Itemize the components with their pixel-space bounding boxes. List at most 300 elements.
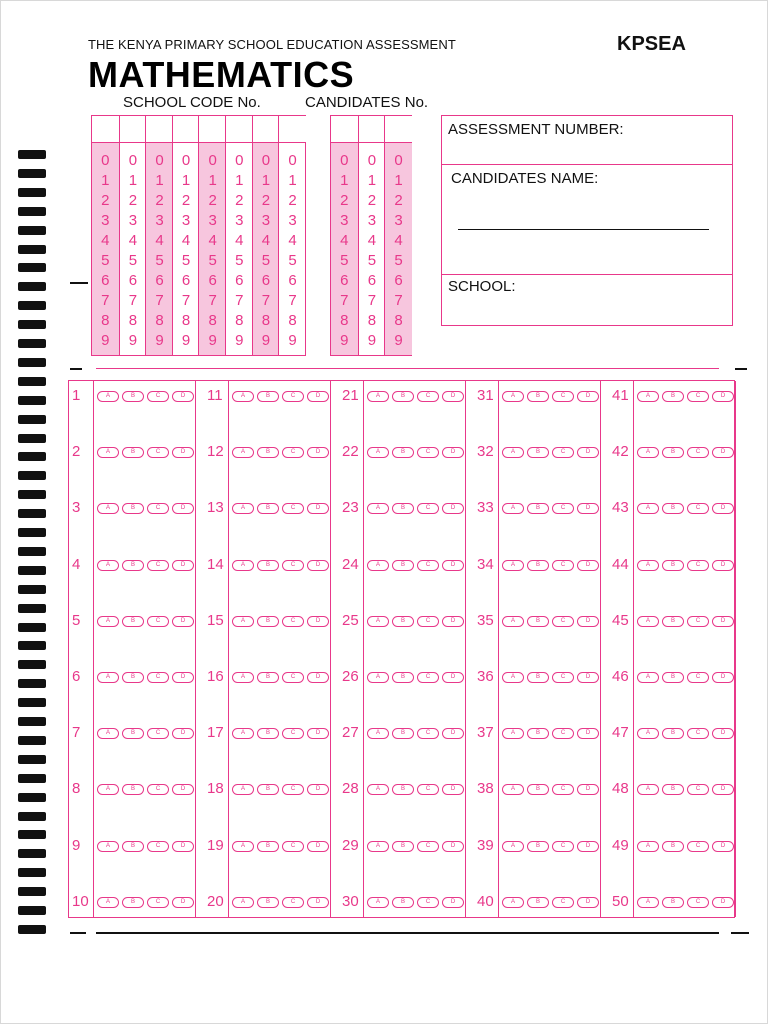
school-code-digit-bubble[interactable]: 6 — [261, 272, 271, 289]
candidate-no-digit-bubble[interactable]: 7 — [340, 292, 349, 309]
school-code-digit-bubble[interactable]: 7 — [128, 292, 138, 309]
answer-bubble[interactable]: D — [307, 841, 329, 852]
school-code-digit-bubble[interactable]: 2 — [261, 192, 271, 209]
school-code-digit-bubble[interactable]: 0 — [101, 152, 110, 169]
answer-bubble[interactable]: A — [637, 784, 659, 795]
answer-bubble[interactable]: A — [232, 503, 254, 514]
answer-bubble[interactable]: B — [392, 616, 414, 627]
answer-bubble[interactable]: B — [257, 560, 279, 571]
answer-bubble[interactable]: A — [367, 503, 389, 514]
answer-bubble[interactable]: C — [552, 728, 574, 739]
answer-bubble[interactable]: C — [552, 560, 574, 571]
candidate-no-entry-box[interactable] — [331, 116, 358, 143]
school-code-digit-bubble[interactable]: 6 — [235, 272, 244, 289]
school-code-digit-bubble[interactable]: 5 — [288, 252, 297, 269]
candidate-no-digit-bubble[interactable]: 1 — [340, 172, 349, 189]
school-code-entry-box[interactable] — [173, 116, 200, 143]
answer-bubble[interactable]: A — [367, 672, 389, 683]
answer-bubble[interactable]: A — [232, 728, 254, 739]
school-code-digit-bubble[interactable]: 3 — [208, 212, 217, 229]
candidate-no-digit-bubble[interactable]: 4 — [367, 232, 377, 249]
school-code-digit-bubble[interactable]: 7 — [181, 292, 191, 309]
school-code-digit-bubble[interactable]: 4 — [208, 232, 217, 249]
answer-bubble[interactable]: D — [442, 897, 464, 908]
answer-bubble[interactable]: A — [502, 391, 524, 402]
answer-bubble[interactable]: C — [147, 503, 169, 514]
answer-bubble[interactable]: A — [367, 391, 389, 402]
candidate-no-digit-bubble[interactable]: 8 — [340, 312, 349, 329]
school-code-digit-bubble[interactable]: 6 — [101, 272, 110, 289]
candidate-no-digit-bubble[interactable]: 2 — [394, 192, 403, 209]
answer-bubble[interactable]: A — [232, 616, 254, 627]
answer-bubble[interactable]: D — [172, 503, 194, 514]
answer-bubble[interactable]: B — [662, 897, 684, 908]
answer-bubble[interactable]: D — [307, 447, 329, 458]
answer-bubble[interactable]: D — [442, 672, 464, 683]
answer-bubble[interactable]: D — [172, 616, 194, 627]
answer-bubble[interactable]: C — [282, 672, 304, 683]
answer-bubble[interactable]: A — [97, 616, 119, 627]
answer-bubble[interactable]: C — [417, 841, 439, 852]
answer-bubble[interactable]: A — [502, 841, 524, 852]
candidate-no-entry-box[interactable] — [385, 116, 412, 143]
school-code-digit-bubble[interactable]: 1 — [261, 172, 271, 189]
answer-bubble[interactable]: B — [257, 616, 279, 627]
school-code-digit-bubble[interactable]: 9 — [288, 332, 297, 349]
school-code-digit-bubble[interactable]: 8 — [155, 312, 164, 329]
answer-bubble[interactable]: B — [257, 728, 279, 739]
answer-bubble[interactable]: C — [282, 447, 304, 458]
answer-bubble[interactable]: C — [687, 447, 709, 458]
answer-bubble[interactable]: D — [712, 841, 734, 852]
answer-bubble[interactable]: A — [97, 897, 119, 908]
school-code-entry-box[interactable] — [120, 116, 147, 143]
answer-bubble[interactable]: A — [502, 503, 524, 514]
answer-bubble[interactable]: B — [662, 503, 684, 514]
candidate-no-digit-bubble[interactable]: 8 — [394, 312, 403, 329]
answer-bubble[interactable]: A — [637, 560, 659, 571]
school-code-digit-bubble[interactable]: 3 — [288, 212, 297, 229]
answer-bubble[interactable]: B — [392, 897, 414, 908]
answer-bubble[interactable]: B — [257, 447, 279, 458]
school-code-entry-box[interactable] — [199, 116, 226, 143]
answer-bubble[interactable]: A — [232, 391, 254, 402]
answer-bubble[interactable]: C — [282, 503, 304, 514]
answer-bubble[interactable]: B — [257, 503, 279, 514]
school-code-digit-bubble[interactable]: 4 — [155, 232, 164, 249]
answer-bubble[interactable]: B — [257, 784, 279, 795]
answer-bubble[interactable]: D — [442, 447, 464, 458]
answer-bubble[interactable]: D — [307, 503, 329, 514]
answer-bubble[interactable]: D — [712, 391, 734, 402]
answer-bubble[interactable]: C — [552, 447, 574, 458]
school-code-digit-bubble[interactable]: 9 — [208, 332, 217, 349]
school-code-digit-bubble[interactable]: 5 — [261, 252, 271, 269]
answer-bubble[interactable]: B — [662, 391, 684, 402]
answer-bubble[interactable]: D — [307, 672, 329, 683]
answer-bubble[interactable]: B — [527, 728, 549, 739]
candidate-no-digit-bubble[interactable]: 7 — [367, 292, 377, 309]
answer-bubble[interactable]: B — [527, 841, 549, 852]
answer-bubble[interactable]: C — [282, 391, 304, 402]
school-code-digit-bubble[interactable]: 0 — [155, 152, 164, 169]
candidate-no-digit-bubble[interactable]: 6 — [394, 272, 403, 289]
answer-bubble[interactable]: D — [712, 784, 734, 795]
answer-bubble[interactable]: B — [122, 841, 144, 852]
answer-bubble[interactable]: D — [712, 447, 734, 458]
answer-bubble[interactable]: C — [552, 391, 574, 402]
answer-bubble[interactable]: C — [417, 897, 439, 908]
candidate-no-digit-bubble[interactable]: 2 — [367, 192, 377, 209]
answer-bubble[interactable]: C — [282, 616, 304, 627]
answer-bubble[interactable]: B — [527, 897, 549, 908]
answer-bubble[interactable]: C — [147, 616, 169, 627]
answer-bubble[interactable]: A — [232, 897, 254, 908]
answer-bubble[interactable]: B — [662, 560, 684, 571]
answer-bubble[interactable]: B — [122, 672, 144, 683]
answer-bubble[interactable]: C — [552, 616, 574, 627]
answer-bubble[interactable]: D — [307, 560, 329, 571]
answer-bubble[interactable]: C — [282, 841, 304, 852]
school-code-entry-box[interactable] — [253, 116, 280, 143]
answer-bubble[interactable]: A — [367, 897, 389, 908]
school-code-digit-bubble[interactable]: 6 — [128, 272, 138, 289]
answer-bubble[interactable]: D — [442, 616, 464, 627]
candidate-no-digit-bubble[interactable]: 9 — [340, 332, 349, 349]
school-code-digit-bubble[interactable]: 4 — [261, 232, 271, 249]
answer-bubble[interactable]: C — [552, 841, 574, 852]
school-code-digit-bubble[interactable]: 4 — [288, 232, 297, 249]
school-code-digit-bubble[interactable]: 0 — [128, 152, 138, 169]
answer-bubble[interactable]: A — [232, 672, 254, 683]
school-code-digit-bubble[interactable]: 0 — [288, 152, 297, 169]
answer-bubble[interactable]: A — [97, 560, 119, 571]
answer-bubble[interactable]: D — [577, 616, 599, 627]
answer-bubble[interactable]: D — [172, 447, 194, 458]
school-code-digit-bubble[interactable]: 7 — [235, 292, 244, 309]
school-code-digit-bubble[interactable]: 8 — [288, 312, 297, 329]
school-code-digit-bubble[interactable]: 0 — [235, 152, 244, 169]
school-code-digit-bubble[interactable]: 6 — [155, 272, 164, 289]
answer-bubble[interactable]: C — [687, 391, 709, 402]
answer-bubble[interactable]: A — [367, 616, 389, 627]
answer-bubble[interactable]: D — [577, 728, 599, 739]
answer-bubble[interactable]: A — [232, 560, 254, 571]
answer-bubble[interactable]: A — [502, 672, 524, 683]
school-code-digit-bubble[interactable]: 5 — [235, 252, 244, 269]
answer-bubble[interactable]: D — [712, 503, 734, 514]
answer-bubble[interactable]: D — [442, 784, 464, 795]
answer-bubble[interactable]: A — [637, 616, 659, 627]
school-code-digit-bubble[interactable]: 1 — [181, 172, 191, 189]
answer-bubble[interactable]: D — [577, 503, 599, 514]
school-code-digit-bubble[interactable]: 1 — [208, 172, 217, 189]
answer-bubble[interactable]: B — [392, 503, 414, 514]
answer-bubble[interactable]: D — [172, 841, 194, 852]
answer-bubble[interactable]: B — [257, 897, 279, 908]
school-code-digit-bubble[interactable]: 6 — [208, 272, 217, 289]
answer-bubble[interactable]: C — [417, 391, 439, 402]
school-code-digit-bubble[interactable]: 3 — [128, 212, 138, 229]
answer-bubble[interactable]: B — [662, 447, 684, 458]
answer-bubble[interactable]: D — [577, 897, 599, 908]
candidate-no-digit-bubble[interactable]: 7 — [394, 292, 403, 309]
school-code-digit-bubble[interactable]: 1 — [155, 172, 164, 189]
answer-bubble[interactable]: C — [687, 560, 709, 571]
school-code-digit-bubble[interactable]: 7 — [101, 292, 110, 309]
school-code-digit-bubble[interactable]: 9 — [261, 332, 271, 349]
school-code-digit-bubble[interactable]: 3 — [261, 212, 271, 229]
school-code-digit-bubble[interactable]: 2 — [235, 192, 244, 209]
candidate-no-digit-bubble[interactable]: 6 — [340, 272, 349, 289]
answer-bubble[interactable]: D — [577, 841, 599, 852]
answer-bubble[interactable]: B — [527, 447, 549, 458]
answer-bubble[interactable]: B — [392, 391, 414, 402]
school-code-digit-bubble[interactable]: 9 — [128, 332, 138, 349]
school-code-digit-bubble[interactable]: 8 — [235, 312, 244, 329]
answer-bubble[interactable]: B — [392, 841, 414, 852]
school-code-digit-bubble[interactable]: 5 — [128, 252, 138, 269]
answer-bubble[interactable]: A — [367, 784, 389, 795]
answer-bubble[interactable]: A — [97, 728, 119, 739]
answer-bubble[interactable]: C — [282, 560, 304, 571]
candidate-no-digit-bubble[interactable]: 5 — [394, 252, 403, 269]
school-code-digit-bubble[interactable]: 2 — [208, 192, 217, 209]
answer-bubble[interactable]: C — [417, 784, 439, 795]
answer-bubble[interactable]: B — [122, 897, 144, 908]
answer-bubble[interactable]: C — [687, 503, 709, 514]
answer-bubble[interactable]: B — [662, 728, 684, 739]
school-code-digit-bubble[interactable]: 4 — [101, 232, 110, 249]
answer-bubble[interactable]: C — [147, 728, 169, 739]
answer-bubble[interactable]: A — [502, 560, 524, 571]
answer-bubble[interactable]: C — [687, 841, 709, 852]
answer-bubble[interactable]: B — [122, 728, 144, 739]
answer-bubble[interactable]: B — [257, 841, 279, 852]
answer-bubble[interactable]: A — [502, 897, 524, 908]
answer-bubble[interactable]: C — [552, 503, 574, 514]
answer-bubble[interactable]: D — [577, 560, 599, 571]
answer-bubble[interactable]: D — [307, 897, 329, 908]
answer-bubble[interactable]: A — [367, 560, 389, 571]
answer-bubble[interactable]: D — [712, 672, 734, 683]
answer-bubble[interactable]: B — [527, 616, 549, 627]
school-code-digit-bubble[interactable]: 5 — [181, 252, 191, 269]
school-code-digit-bubble[interactable]: 7 — [288, 292, 297, 309]
answer-bubble[interactable]: D — [172, 728, 194, 739]
answer-bubble[interactable]: B — [662, 841, 684, 852]
school-code-digit-bubble[interactable]: 6 — [181, 272, 191, 289]
answer-bubble[interactable]: A — [97, 841, 119, 852]
school-code-digit-bubble[interactable]: 1 — [235, 172, 244, 189]
answer-bubble[interactable]: B — [392, 784, 414, 795]
answer-bubble[interactable]: C — [147, 841, 169, 852]
candidate-no-digit-bubble[interactable]: 0 — [394, 152, 403, 169]
candidate-no-digit-bubble[interactable]: 4 — [340, 232, 349, 249]
answer-bubble[interactable]: D — [712, 616, 734, 627]
answer-bubble[interactable]: B — [392, 672, 414, 683]
answer-bubble[interactable]: C — [147, 897, 169, 908]
school-code-digit-bubble[interactable]: 0 — [208, 152, 217, 169]
answer-bubble[interactable]: D — [577, 447, 599, 458]
answer-bubble[interactable]: B — [527, 672, 549, 683]
answer-bubble[interactable]: D — [712, 560, 734, 571]
answer-bubble[interactable]: D — [712, 897, 734, 908]
answer-bubble[interactable]: D — [442, 728, 464, 739]
school-code-digit-bubble[interactable]: 3 — [181, 212, 191, 229]
answer-bubble[interactable]: D — [172, 672, 194, 683]
answer-bubble[interactable]: D — [307, 784, 329, 795]
candidate-no-entry-box[interactable] — [359, 116, 386, 143]
name-write-line[interactable] — [458, 229, 709, 230]
school-code-digit-bubble[interactable]: 3 — [155, 212, 164, 229]
candidate-no-digit-bubble[interactable]: 1 — [367, 172, 377, 189]
school-code-digit-bubble[interactable]: 5 — [101, 252, 110, 269]
answer-bubble[interactable]: B — [257, 391, 279, 402]
school-code-entry-box[interactable] — [92, 116, 119, 143]
school-code-digit-bubble[interactable]: 3 — [235, 212, 244, 229]
school-code-digit-bubble[interactable]: 9 — [101, 332, 110, 349]
answer-bubble[interactable]: C — [282, 897, 304, 908]
school-code-digit-bubble[interactable]: 1 — [101, 172, 110, 189]
school-code-digit-bubble[interactable]: 9 — [155, 332, 164, 349]
school-code-entry-box[interactable] — [226, 116, 253, 143]
candidate-no-digit-bubble[interactable]: 9 — [367, 332, 377, 349]
answer-bubble[interactable]: A — [637, 672, 659, 683]
answer-bubble[interactable]: A — [637, 841, 659, 852]
school-code-digit-bubble[interactable]: 3 — [101, 212, 110, 229]
answer-bubble[interactable]: A — [502, 447, 524, 458]
answer-bubble[interactable]: B — [122, 503, 144, 514]
answer-bubble[interactable]: D — [172, 560, 194, 571]
school-code-digit-bubble[interactable]: 0 — [261, 152, 271, 169]
answer-bubble[interactable]: D — [577, 672, 599, 683]
candidate-no-digit-bubble[interactable]: 0 — [340, 152, 349, 169]
candidate-no-digit-bubble[interactable]: 5 — [367, 252, 377, 269]
answer-bubble[interactable]: A — [637, 897, 659, 908]
answer-bubble[interactable]: A — [367, 728, 389, 739]
answer-bubble[interactable]: C — [417, 728, 439, 739]
answer-bubble[interactable]: C — [552, 784, 574, 795]
answer-bubble[interactable]: C — [552, 897, 574, 908]
answer-bubble[interactable]: D — [307, 616, 329, 627]
answer-bubble[interactable]: A — [502, 616, 524, 627]
answer-bubble[interactable]: D — [442, 560, 464, 571]
answer-bubble[interactable]: A — [232, 784, 254, 795]
answer-bubble[interactable]: D — [307, 391, 329, 402]
school-code-digit-bubble[interactable]: 4 — [181, 232, 191, 249]
school-code-digit-bubble[interactable]: 9 — [235, 332, 244, 349]
school-code-digit-bubble[interactable]: 8 — [208, 312, 217, 329]
school-code-digit-bubble[interactable]: 5 — [208, 252, 217, 269]
school-code-digit-bubble[interactable]: 2 — [288, 192, 297, 209]
answer-bubble[interactable]: A — [637, 728, 659, 739]
answer-bubble[interactable]: A — [97, 784, 119, 795]
school-code-digit-bubble[interactable]: 7 — [155, 292, 164, 309]
answer-bubble[interactable]: B — [122, 616, 144, 627]
answer-bubble[interactable]: D — [172, 391, 194, 402]
answer-bubble[interactable]: B — [392, 447, 414, 458]
answer-bubble[interactable]: C — [417, 503, 439, 514]
answer-bubble[interactable]: C — [687, 728, 709, 739]
answer-bubble[interactable]: B — [392, 560, 414, 571]
answer-bubble[interactable]: B — [527, 784, 549, 795]
answer-bubble[interactable]: C — [417, 447, 439, 458]
answer-bubble[interactable]: B — [662, 672, 684, 683]
answer-bubble[interactable]: D — [577, 784, 599, 795]
candidate-no-digit-bubble[interactable]: 2 — [340, 192, 349, 209]
school-code-digit-bubble[interactable]: 2 — [155, 192, 164, 209]
answer-bubble[interactable]: A — [502, 784, 524, 795]
answer-bubble[interactable]: A — [232, 841, 254, 852]
answer-bubble[interactable]: A — [637, 447, 659, 458]
answer-bubble[interactable]: D — [442, 503, 464, 514]
candidate-no-digit-bubble[interactable]: 3 — [394, 212, 403, 229]
answer-bubble[interactable]: D — [577, 391, 599, 402]
answer-bubble[interactable]: A — [367, 841, 389, 852]
school-code-entry-box[interactable] — [146, 116, 173, 143]
school-code-digit-bubble[interactable]: 1 — [128, 172, 138, 189]
answer-bubble[interactable]: C — [417, 616, 439, 627]
answer-bubble[interactable]: C — [417, 560, 439, 571]
candidate-no-digit-bubble[interactable]: 5 — [340, 252, 349, 269]
answer-bubble[interactable]: A — [97, 391, 119, 402]
candidate-no-digit-bubble[interactable]: 4 — [394, 232, 403, 249]
answer-bubble[interactable]: B — [527, 503, 549, 514]
school-code-digit-bubble[interactable]: 8 — [101, 312, 110, 329]
answer-bubble[interactable]: C — [147, 560, 169, 571]
answer-bubble[interactable]: D — [307, 728, 329, 739]
answer-bubble[interactable]: C — [687, 897, 709, 908]
answer-bubble[interactable]: C — [147, 784, 169, 795]
school-code-digit-bubble[interactable]: 6 — [288, 272, 297, 289]
answer-bubble[interactable]: A — [97, 503, 119, 514]
answer-bubble[interactable]: D — [712, 728, 734, 739]
answer-bubble[interactable]: A — [232, 447, 254, 458]
school-code-digit-bubble[interactable]: 7 — [261, 292, 271, 309]
answer-bubble[interactable]: C — [687, 784, 709, 795]
answer-bubble[interactable]: C — [552, 672, 574, 683]
answer-bubble[interactable]: C — [687, 672, 709, 683]
answer-bubble[interactable]: C — [147, 391, 169, 402]
answer-bubble[interactable]: D — [172, 897, 194, 908]
answer-bubble[interactable]: C — [417, 672, 439, 683]
school-code-digit-bubble[interactable]: 9 — [181, 332, 191, 349]
answer-bubble[interactable]: C — [147, 447, 169, 458]
school-code-digit-bubble[interactable]: 0 — [181, 152, 191, 169]
candidate-no-digit-bubble[interactable]: 1 — [394, 172, 403, 189]
answer-bubble[interactable]: B — [122, 447, 144, 458]
answer-bubble[interactable]: B — [257, 672, 279, 683]
school-code-entry-box[interactable] — [279, 116, 306, 143]
candidate-no-digit-bubble[interactable]: 0 — [367, 152, 377, 169]
school-code-digit-bubble[interactable]: 2 — [181, 192, 191, 209]
answer-bubble[interactable]: B — [122, 391, 144, 402]
school-code-digit-bubble[interactable]: 1 — [288, 172, 297, 189]
answer-bubble[interactable]: D — [442, 841, 464, 852]
school-code-digit-bubble[interactable]: 2 — [128, 192, 138, 209]
answer-bubble[interactable]: A — [637, 503, 659, 514]
answer-bubble[interactable]: C — [282, 728, 304, 739]
answer-bubble[interactable]: C — [687, 616, 709, 627]
school-code-digit-bubble[interactable]: 7 — [208, 292, 217, 309]
answer-bubble[interactable]: B — [527, 560, 549, 571]
answer-bubble[interactable]: A — [97, 672, 119, 683]
candidate-no-digit-bubble[interactable]: 9 — [394, 332, 403, 349]
school-code-digit-bubble[interactable]: 8 — [181, 312, 191, 329]
answer-bubble[interactable]: A — [637, 391, 659, 402]
answer-bubble[interactable]: B — [392, 728, 414, 739]
